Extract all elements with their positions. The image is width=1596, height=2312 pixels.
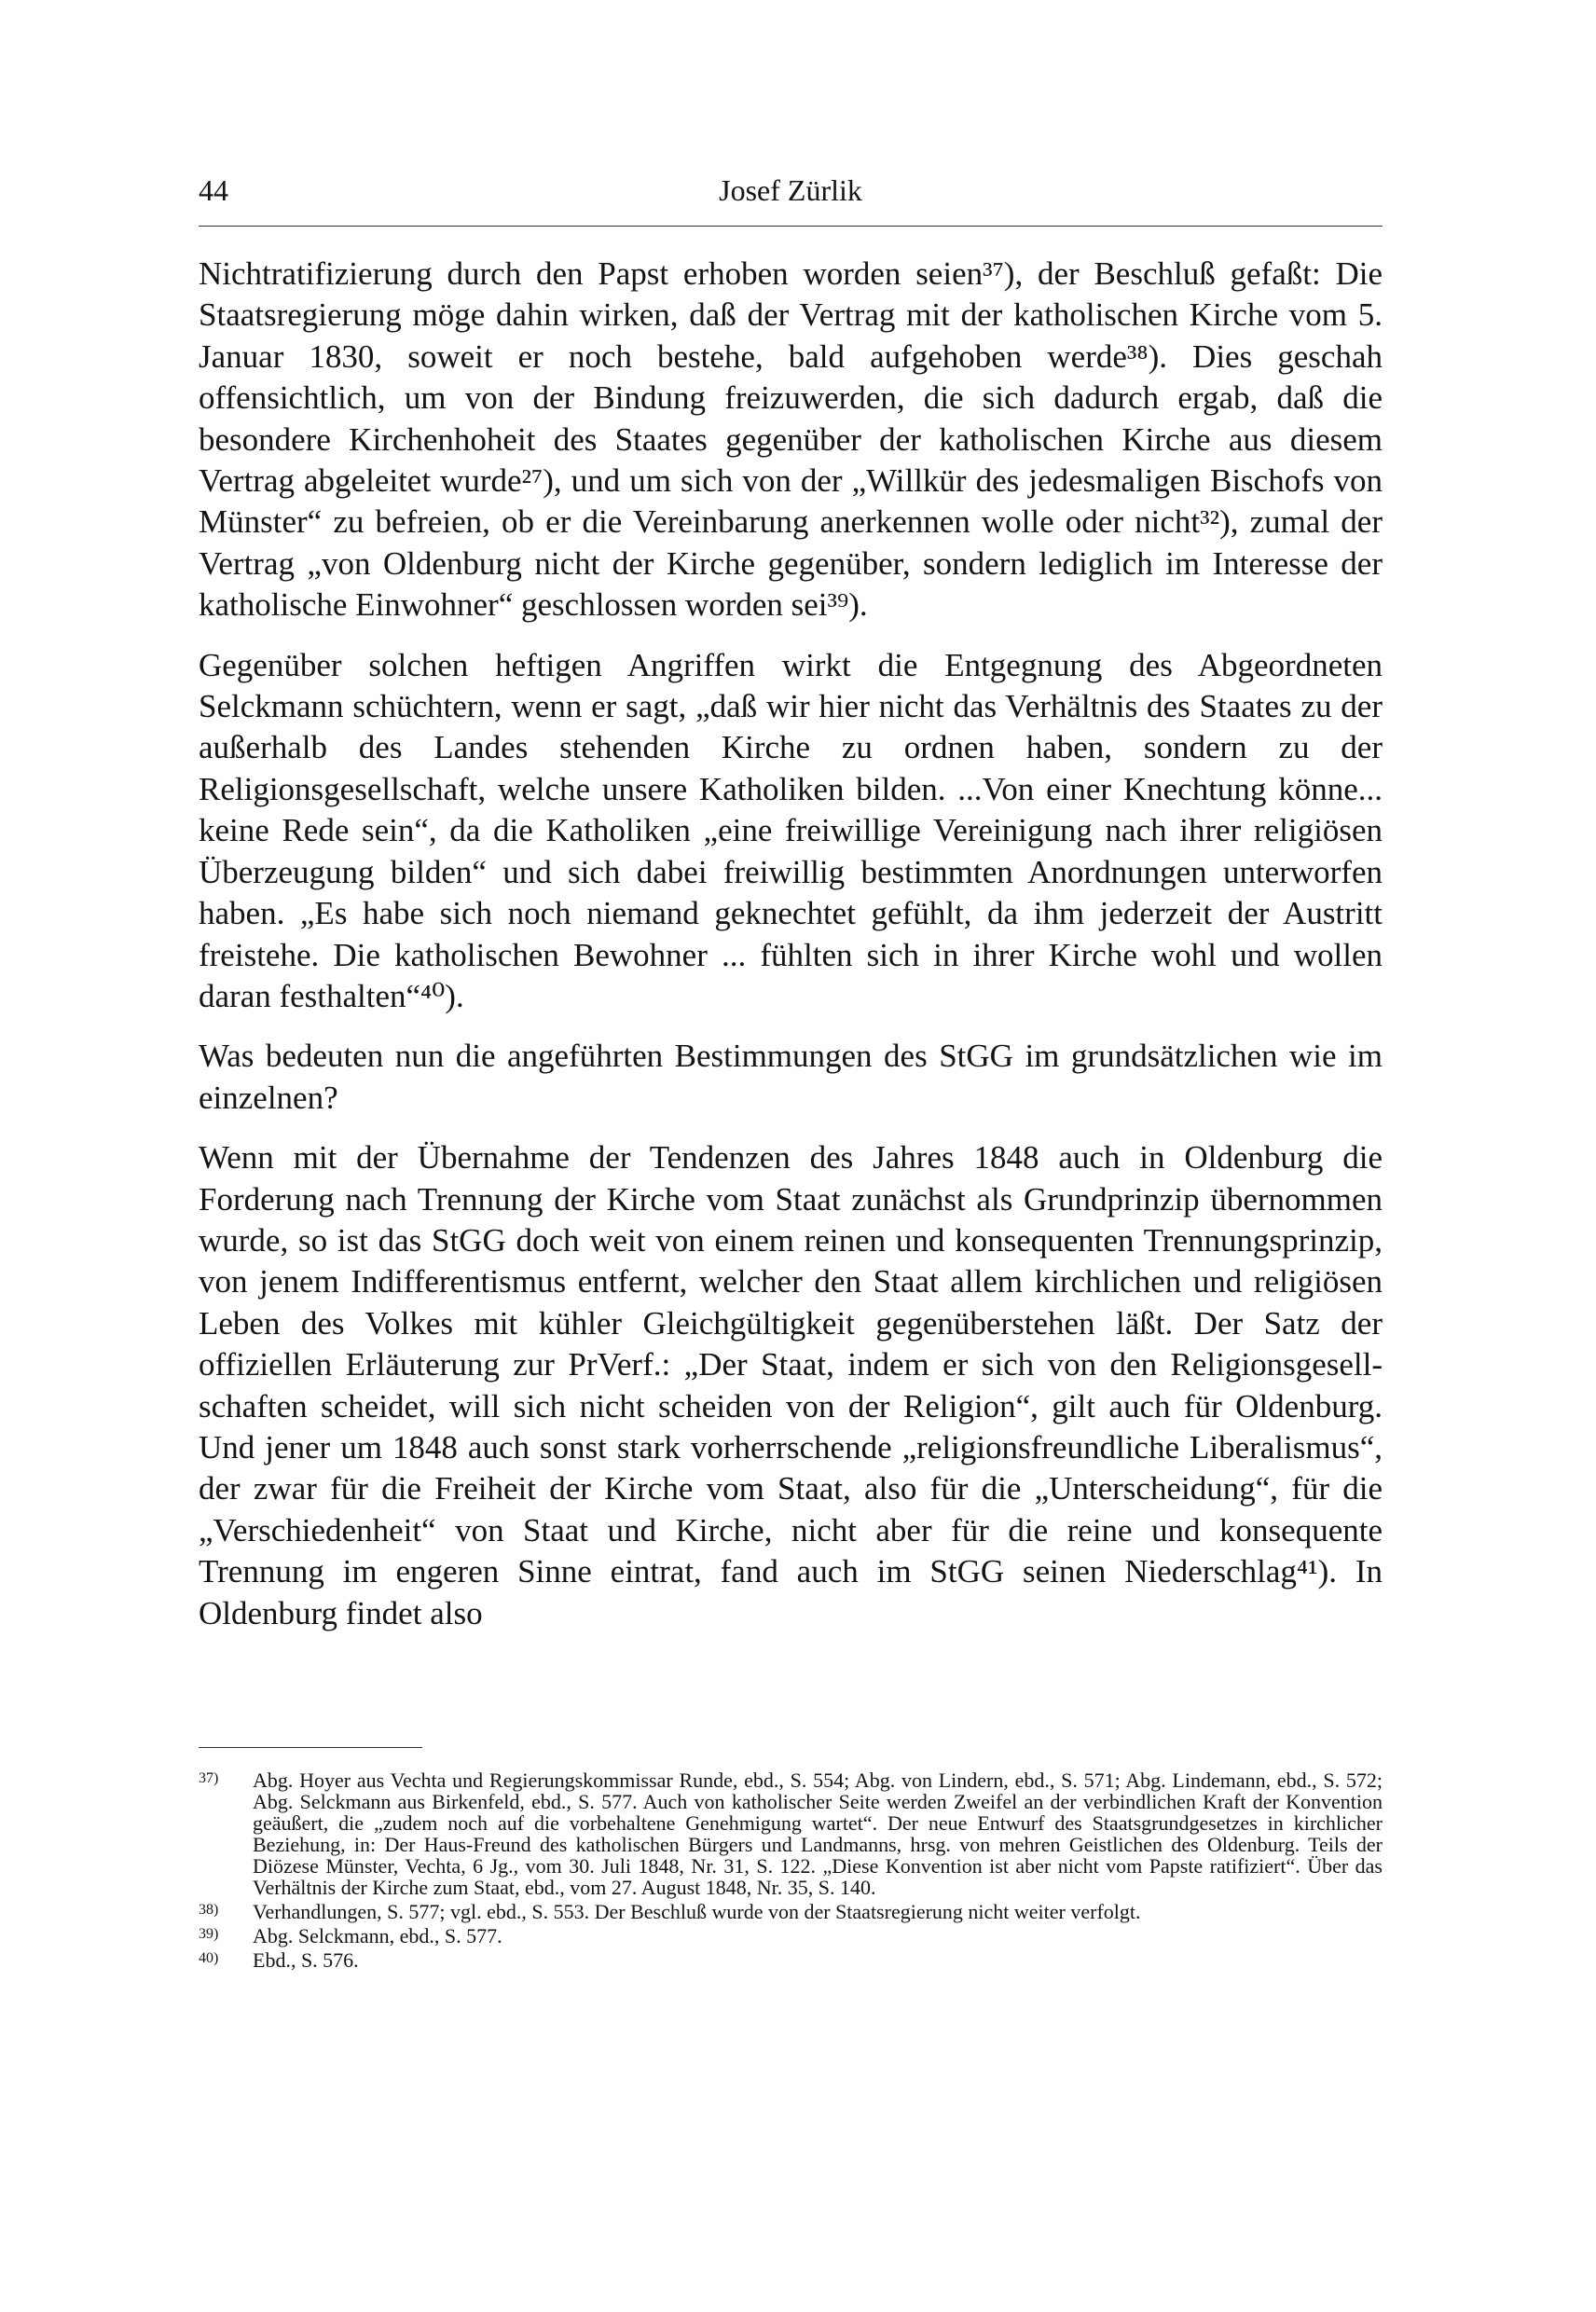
footnote	[199, 1901, 1383, 1922]
footnote-mark: 40)	[199, 1950, 219, 1966]
footnote	[199, 1949, 1383, 1971]
book-page	[199, 0, 1383, 2312]
footnote	[199, 1769, 1383, 1898]
footnote-rule	[199, 1747, 422, 1748]
paragraph: Wenn mit der Übernahme der Tendenzen des Jahres 1848 auch in Oldenburg die Forderung nach Trennung der Kirche vom Staat zunächst als Grundprinzip übernommen wurde, so ist das StGG doch weit von einem reinen und konsequenten Trennungsprinzip, von jenem Indifferentismus entfernt, welcher den Staat allem kirchlichen und religiösen Leben des Volkes mit kühler Gleichgültigkeit gegenüberstehen läßt. Der Satz der offiziellen Erläuterung zur PrVerf.: „Der Staat, indem er sich von den Religionsgesellschaften scheidet, will sich nicht scheiden von der Religion“, gilt auch für Oldenburg. Und jener um 1848 auch sonst stark vorherrschende „religionsfreundliche Liberalismus“, der zwar für die Freiheit der Kirche vom Staat, also für die „Unterscheidung“, für die „Verschiedenheit“ von Staat und Kirche, nicht aber für die reine und konsequente Trennung im engeren Sinne eintrat, fand auch im StGG seinen Niederschlag⁴¹). In Oldenburg findet also	[199, 1139, 1383, 1631]
paragraph: Gegenüber solchen heftigen Angriffen wirkt die Entgegnung des Abgeordneten Selckmann schüchtern, wenn er sagt, „daß wir hier nicht das Verhältnis des Staates zu der außerhalb des Landes stehenden Kirche zu ordnen haben, sondern zu der Religionsgesellschaft, welche unsere Katholiken bilden. ...Von einer Knechtung könne... keine Rede sein“, da die Katholiken „eine freiwillige Vereinigung nach ihrer religiösen Überzeugung bilden“ und sich dabei freiwillig bestimmten Anordnungen unterworfen haben. „Es habe sich noch niemand geknechtet gefühlt, da ihm jederzeit der Austritt freistehe. Die katholischen Bewohner ... fühlten sich in ihrer Kirche wohl und wollen daran festhalten“⁴⁰).	[199, 646, 1383, 1014]
footnote-text: Abg. Hoyer aus Vechta und Regierungskommissar Runde, ebd., S. 554; Abg. von Lindern, ebd., S. 571; Abg. Lindemann, ebd., S. 572; Abg. Selckmann aus Birkenfeld, ebd., S. 577. Auch von katholischer Seite werden Zweifel an der verbindlichen Kraft der Konvention geäußert, die „zudem noch auf die vorbehaltene Genehmigung wartet“. Der neue Entwurf des Staatsgrundgesetzes in kirchlicher Beziehung, in: Der Haus-Freund des katholischen Bürgers und Landmanns, hrsg. von mehren Geistlichen des Oldenburg. Teils der Diözese Münster, Vechta, 6 Jg., vom 30. Juli 1848, Nr. 31, S. 122. „Diese Konvention ist aber nicht vom Papste ratifiziert“. Über das Verhältnis der Kirche zum Staat, ebd., vom 27. August 1848, Nr. 35, S. 140.	[253, 1768, 1383, 1899]
paragraph: Nichtratifizierung durch den Papst erhoben worden seien³⁷), der Beschluß gefaßt: Die Staatsregierung möge dahin wirken, daß der Vertrag mit der katholischen Kirche vom 5. Januar 1830, soweit er noch bestehe, bald aufgehoben werde³⁸). Dies geschah offensichtlich, um von der Bindung freizuwerden, die sich dadurch ergab, daß die besondere Kirchenhoheit des Staates gegenüber der katholischen Kirche aus diesem Vertrag abgeleitet wurde²⁷), und um sich von der „Willkür des jedesmaligen Bischofs von Münster“ zu befreien, ob er die Vereinbarung anerkennen wolle oder nicht³²), zumal der Vertrag „von Oldenburg nicht der Kirche gegenüber, sondern lediglich im Interesse der katholische Einwohner“ geschlossen worden sei³⁹).	[199, 255, 1383, 624]
footnote-mark: 38)	[199, 1902, 219, 1918]
footnote-text: Abg. Selckmann, ebd., S. 577.	[253, 1924, 502, 1947]
paragraph: Was bedeuten nun die angeführten Bestimmungen des StGG im grundsätzlichen wie im einzelnen?	[199, 1038, 1383, 1116]
footnote-mark: 37)	[199, 1770, 219, 1786]
header-rule	[199, 226, 1383, 227]
running-head	[199, 172, 1383, 209]
footnote-text: Verhandlungen, S. 577; vgl. ebd., S. 553. Der Beschluß wurde von der Staatsregierung nicht weiter verfolgt.	[253, 1900, 1141, 1923]
footnote-mark: 39)	[199, 1926, 219, 1942]
footnotes	[199, 1769, 1383, 1974]
page-number: 44	[199, 173, 228, 207]
main-text	[199, 254, 1383, 1653]
footnote	[199, 1925, 1383, 1947]
footnote-text: Ebd., S. 576.	[253, 1948, 359, 1972]
running-title: Josef Zürlik	[719, 173, 862, 207]
